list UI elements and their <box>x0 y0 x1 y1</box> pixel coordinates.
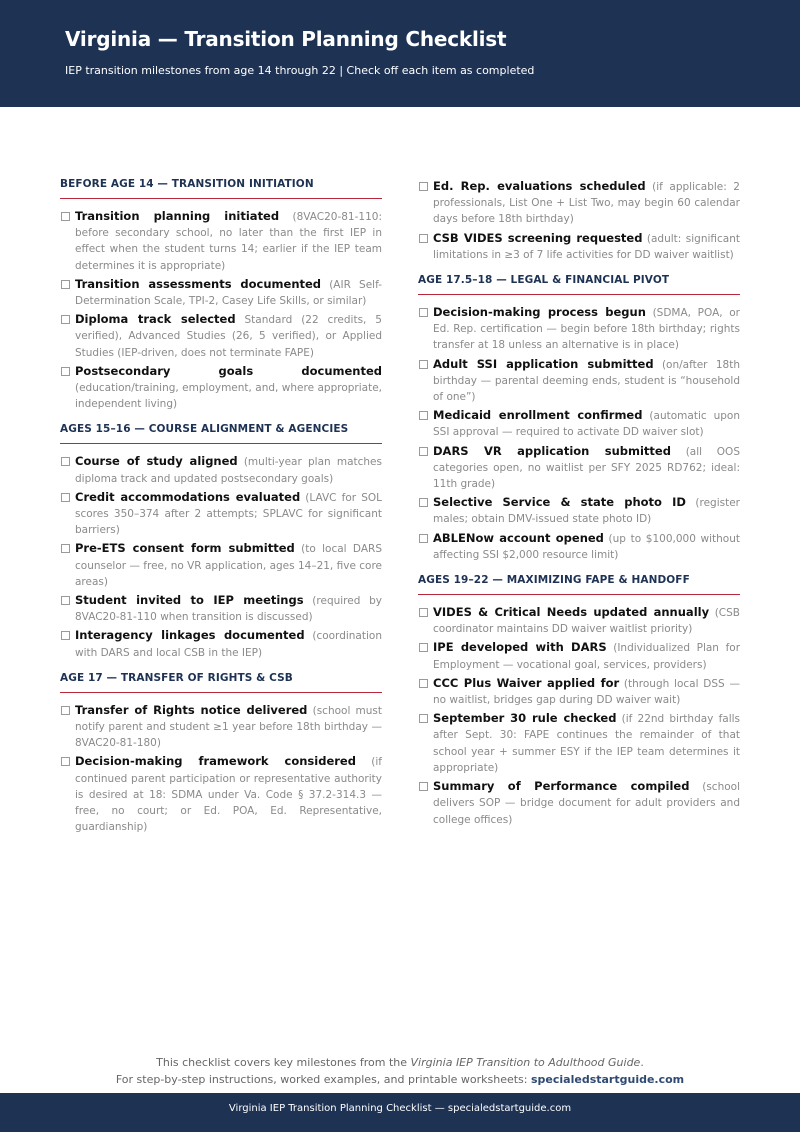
footer-text: Virginia IEP Transition Planning Checklist — specialedstartguide.com <box>228 1103 572 1114</box>
item-detail: (register males; obtain DMV-issued state photo ID) <box>433 497 740 526</box>
footnote-line-1: This checklist covers key milestones from the Virginia IEP Transition to Adulthood Guide. <box>156 1056 644 1069</box>
item-title: DARS VR application submitted <box>433 443 671 458</box>
item-detail: (if continued parent participation or representative authority is desired at 18: SDMA under Va. Code § 37.2-314.3 — free, no court; or Ed. POA, Ed. Representative, guardianship) <box>75 756 382 834</box>
checklist-item <box>418 604 740 637</box>
guide-title: Virginia IEP Transition to Adulthood Guide <box>410 1056 641 1069</box>
checklist-section <box>418 274 740 563</box>
item-title: Diploma track selected <box>75 312 236 327</box>
section-title: AGES 15–16 — COURSE ALIGNMENT & AGENCIES <box>60 423 382 444</box>
checkbox[interactable] <box>419 234 428 243</box>
item-detail: (to local DARS counselor — free, no VR application, ages 14–21, five core areas) <box>75 543 382 588</box>
item-title: September 30 rule checked <box>433 711 617 726</box>
item-title: Transfer of Rights notice delivered <box>75 702 308 717</box>
item-title: Decision-making framework considered <box>75 754 356 769</box>
checklist-item <box>418 178 740 228</box>
checklist-section <box>60 672 382 836</box>
item-title: CSB VIDES screening requested <box>433 230 643 245</box>
checklist-item <box>418 675 740 708</box>
checkbox[interactable] <box>419 782 428 791</box>
checklist-item <box>418 494 740 527</box>
checklist-item <box>60 592 382 625</box>
checklist-item <box>418 230 740 263</box>
checklist-item <box>418 304 740 354</box>
section-title: AGE 17.5–18 — LEGAL & FINANCIAL PIVOT <box>418 274 740 295</box>
item-title: CCC Plus Waiver applied for <box>433 675 620 690</box>
item-detail: (SDMA, POA, or Ed. Rep. certification — begin before 18th birthday; rights transfer at 18 unless an alternative is in place) <box>433 307 740 352</box>
item-title: Credit accommodations evaluated <box>75 489 301 504</box>
checkbox[interactable] <box>419 534 428 543</box>
page-subtitle: IEP transition milestones from age 14 through 22 | Check off each item as completed <box>65 64 535 77</box>
checklist-item <box>60 540 382 590</box>
checkbox[interactable] <box>419 679 428 688</box>
checklist-item <box>418 778 740 828</box>
checkbox[interactable] <box>61 706 70 715</box>
checkbox[interactable] <box>419 360 428 369</box>
section-title: AGES 19–22 — MAXIMIZING FAPE & HANDOFF <box>418 574 740 595</box>
checkbox[interactable] <box>419 643 428 652</box>
item-detail: (required by 8VAC20-81-110 when transition is discussed) <box>75 595 382 624</box>
checklist-item <box>418 356 740 406</box>
footnote <box>0 1055 800 1088</box>
checkbox[interactable] <box>419 308 428 317</box>
checklist-item <box>60 627 382 660</box>
checkbox[interactable] <box>419 498 428 507</box>
checklist-item <box>60 489 382 539</box>
item-title: ABLENow account opened <box>433 530 604 545</box>
checkbox[interactable] <box>419 714 428 723</box>
item-detail: (8VAC20-81-110: before secondary school, no later than the first IEP in effect when the student turns 14; earlier if the IEP team determines it is appropriate) <box>75 211 382 272</box>
checkbox[interactable] <box>61 493 70 502</box>
item-detail: (through local DSS — no waitlist, bridges gap during DD waiver wait) <box>433 677 740 707</box>
item-detail: (if 22nd birthday falls after Sept. 30: FAPE continues the remainder of that school year + summer ESY if the IEP team determines it appropriate) <box>433 713 740 774</box>
item-title: Student invited to IEP meetings <box>75 593 304 608</box>
checkbox[interactable] <box>61 596 70 605</box>
item-title: Selective Service & state photo ID <box>433 495 686 510</box>
item-title: Interagency linkages documented <box>75 628 305 643</box>
checklist-section <box>60 423 382 660</box>
item-detail: (education/training, employment, and, where appropriate, independent living) <box>75 382 382 411</box>
checklist-section <box>60 178 382 412</box>
item-title: Summary of Performance compiled <box>433 779 690 794</box>
item-detail: Standard (22 credits, 5 verified), Advanced Studies (26, 5 verified), or Applied Studies (IEP-driven, does not terminate FAPE) <box>75 314 382 359</box>
checkbox[interactable] <box>61 212 70 221</box>
item-title: Transition assessments documented <box>75 276 322 291</box>
item-detail: (if applicable: 2 professionals, List One + List Two, may begin 60 calendar days before 18th birthday) <box>433 181 740 226</box>
item-title: Ed. Rep. evaluations scheduled <box>433 179 646 193</box>
item-title: Decision-making process begun <box>433 305 646 320</box>
checkbox[interactable] <box>61 280 70 289</box>
item-detail: (school must notify parent and student ≥1 year before 18th birthday — 8VAC20-81-180) <box>75 704 383 750</box>
checkbox[interactable] <box>61 367 70 376</box>
item-title: Medicaid enrollment confirmed <box>433 408 643 423</box>
checklist-item <box>418 639 740 672</box>
right-column <box>418 178 740 839</box>
item-detail: (LAVC for SOL scores 350–374 after 2 attempts; SPLAVC for significant barriers) <box>75 491 382 537</box>
item-title: Adult SSI application submitted <box>433 356 654 371</box>
page-title: Virginia — Transition Planning Checklist <box>65 27 507 51</box>
item-detail: (multi-year plan matches diploma track and updated postsecondary goals) <box>75 456 382 485</box>
checklist-item <box>60 453 382 486</box>
item-detail: (adult: significant limitations in ≥3 of 7 life activities for DD waiver waitlist) <box>433 232 740 261</box>
checkbox[interactable] <box>61 457 70 466</box>
item-title: IPE developed with DARS <box>433 640 607 655</box>
item-detail: (up to $100,000 without affecting SSI $2,000 resource limit) <box>433 532 740 561</box>
item-detail: (automatic upon SSI approval — required to activate DD waiver slot) <box>433 410 740 439</box>
item-detail: (CSB coordinator maintains DD waiver waitlist priority) <box>433 607 741 636</box>
item-detail: (on/after 18th birthday — parental deeming ends, student is “household of one”) <box>433 358 740 404</box>
item-detail: (AIR Self-Determination Scale, TPI-2, Casey Life Skills, or similar) <box>75 278 382 308</box>
item-detail: (Individualized Plan for Employment — vocational goal, services, providers) <box>433 642 741 671</box>
item-title: Postsecondary goals documented <box>75 363 382 378</box>
checkbox[interactable] <box>419 447 428 456</box>
checklist-item <box>418 407 740 440</box>
checkbox[interactable] <box>61 544 70 553</box>
item-detail: (school delivers SOP — bridge document for adult providers and college offices) <box>433 781 740 826</box>
checklist-item <box>60 208 382 274</box>
continued-items <box>418 178 740 263</box>
item-title: Pre-ETS consent form submitted <box>75 541 295 556</box>
item-detail: (all OOS categories open, no waitlist per SFY 2025 RD762; ideal: 11th grade) <box>433 445 740 491</box>
checklist-item <box>418 443 740 493</box>
page-footer <box>0 1093 800 1132</box>
checklist-item <box>60 311 382 361</box>
item-title: VIDES & Critical Needs updated annually <box>433 605 710 620</box>
checkbox[interactable] <box>61 315 70 324</box>
checkbox[interactable] <box>419 411 428 420</box>
checklist-item <box>60 753 382 835</box>
section-title: AGE 17 — TRANSFER OF RIGHTS & CSB <box>60 672 382 693</box>
checklist-item <box>418 530 740 563</box>
checkbox[interactable] <box>61 757 70 766</box>
checkbox[interactable] <box>419 608 428 617</box>
left-column <box>60 178 382 847</box>
website-link[interactable]: specialedstartguide.com <box>531 1072 685 1086</box>
checkbox[interactable] <box>61 631 70 640</box>
checkbox[interactable] <box>419 182 428 191</box>
footnote-line-2: For step-by-step instructions, worked examples, and printable worksheets: specialedstartguide.com <box>115 1072 685 1086</box>
checklist-item <box>60 276 382 309</box>
item-title: Course of study aligned <box>75 454 238 469</box>
checklist-item <box>60 702 382 752</box>
page-header <box>0 0 800 107</box>
checklist-item <box>60 363 382 413</box>
item-detail: (coordination with DARS and local CSB in the IEP) <box>75 630 382 659</box>
section-title: BEFORE AGE 14 — TRANSITION INITIATION <box>60 178 382 199</box>
checklist-section <box>418 574 740 828</box>
item-title: Transition planning initiated <box>75 209 280 223</box>
checklist-item <box>418 710 740 776</box>
